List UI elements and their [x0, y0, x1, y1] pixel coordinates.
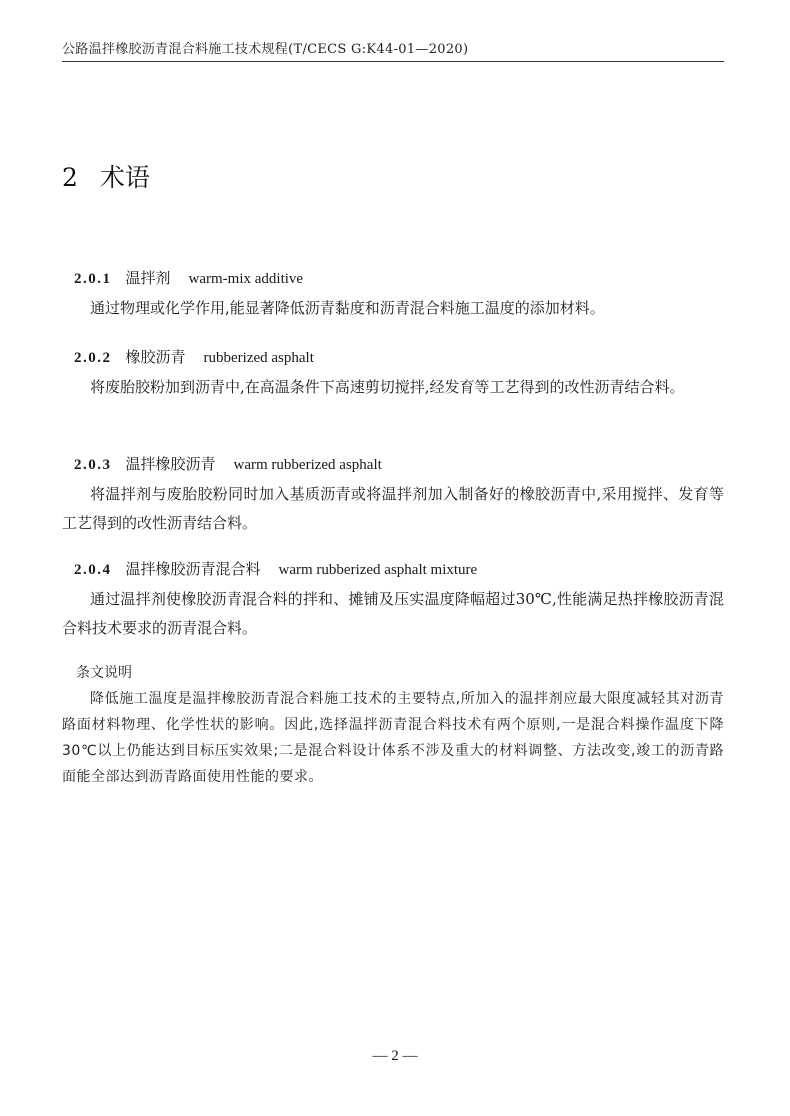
term-definition: 通过物理或化学作用,能显著降低沥青黏度和沥青混合料施工温度的添加材料。: [90, 299, 605, 317]
term-chinese: 橡胶沥青: [125, 348, 186, 366]
term-english: warm rubberized asphalt mixture: [278, 562, 478, 578]
term-entry: [62, 343, 724, 402]
page-number: — 2 —: [372, 1048, 418, 1064]
term-number: 2.0.2: [74, 350, 112, 366]
term-chinese: 温拌橡胶沥青混合料: [125, 560, 261, 578]
term-definition: 将废胎胶粉加到沥青中,在高温条件下高速剪切搅拌,经发育等工艺得到的改性沥青结合料。: [90, 378, 685, 396]
term-definition: 通过温拌剂使橡胶沥青混合料的拌和、摊铺及压实温度降幅超过30℃,性能满足热拌橡胶沥青混合料技术要求的沥青混合料。: [62, 590, 724, 637]
term-entry: [62, 450, 724, 538]
term-english: warm-mix additive: [188, 271, 304, 287]
term-entry: [62, 264, 724, 323]
chapter-heading: [62, 158, 150, 194]
term-number: 2.0.4: [74, 562, 112, 578]
term-entry: [62, 555, 724, 643]
term-number: 2.0.3: [74, 457, 112, 473]
commentary-note: [62, 660, 724, 790]
term-chinese: 温拌剂: [125, 269, 171, 287]
header-rule: [62, 61, 724, 62]
commentary-body: 降低施工温度是温拌橡胶沥青混合料施工技术的主要特点,所加入的温拌剂应最大限度减轻其对沥青路面材料物理、化学性状的影响。因此,选择温拌沥青混合料技术有两个原则,一是混合料操作温度下降30℃以上仍能达到目标压实效果;二是混合料设计体系不涉及重大的材料调整、方法改变,竣工的沥青路面能全部达到沥青路面使用性能的要求。: [62, 691, 724, 785]
commentary-title: 条文说明: [76, 665, 132, 681]
chapter-title: 术语: [99, 163, 150, 192]
term-english: rubberized asphalt: [203, 350, 314, 366]
term-english: warm rubberized asphalt: [233, 457, 382, 473]
term-chinese: 温拌橡胶沥青: [125, 455, 216, 473]
running-header: 公路温拌橡胶沥青混合料施工技术规程(T/CECS G:K44-01—2020): [62, 42, 469, 57]
term-definition: 将温拌剂与废胎胶粉同时加入基质沥青或将温拌剂加入制备好的橡胶沥青中,采用搅拌、发育等工艺得到的改性沥青结合料。: [62, 485, 724, 532]
term-number: 2.0.1: [74, 271, 112, 287]
chapter-number: 2: [62, 163, 78, 192]
